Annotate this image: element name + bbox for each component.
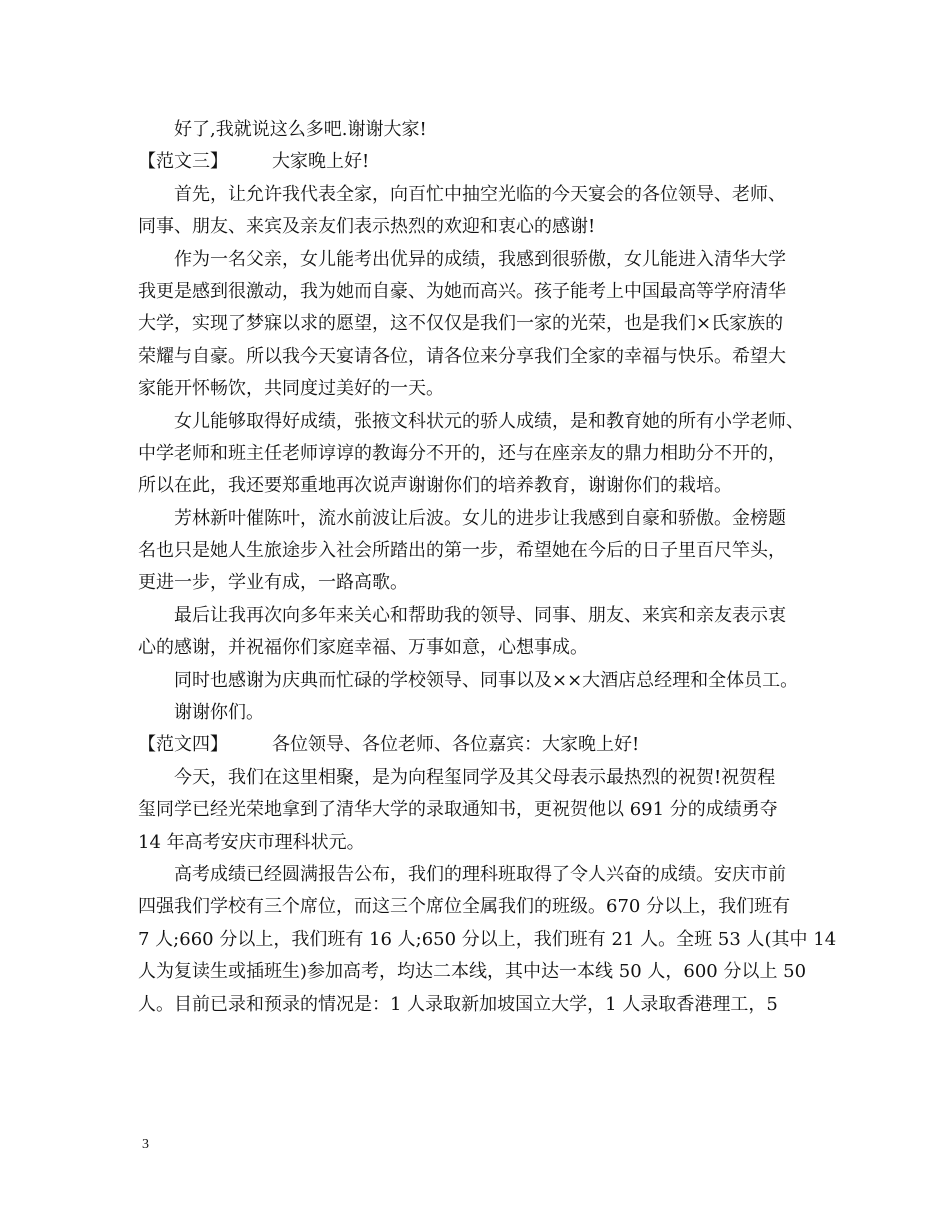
paragraph-line: 四强我们学校有三个席位，而这三个席位全属我们的班级。670 分以上，我们班有 bbox=[138, 896, 791, 918]
page-number: 3 bbox=[142, 1137, 149, 1152]
paragraph-first-line: 女儿能够取得好成绩，张掖文科状元的骄人成绩，是和教育她的所有小学老师、 bbox=[174, 410, 804, 432]
paragraph-first-line: 首先，让允许我代表全家，向百忙中抽空光临的今天宴会的各位领导、老师、 bbox=[174, 183, 786, 205]
paragraph-first-line: 最后让我再次向多年来关心和帮助我的领导、同事、朋友、来宾和亲友表示衷 bbox=[174, 604, 786, 626]
paragraph-line: 名也只是她人生旅途步入社会所踏出的第一步，希望她在今后的日子里百尺竿头， bbox=[138, 540, 786, 562]
paragraph-first-line: 谢谢你们。 bbox=[174, 702, 264, 724]
section-greeting: 大家晚上好! bbox=[272, 151, 370, 173]
paragraph-line: 7 人;660 分以上，我们班有 16 人;650 分以上，我们班有 21 人。全班 53 人(其中 14 bbox=[138, 928, 837, 950]
paragraph-line: 人。目前已录和预录的情况是：1 人录取新加坡国立大学，1 人录取香港理工，5 bbox=[138, 993, 778, 1015]
paragraph-line: 同事、朋友、来宾及亲友们表示热烈的欢迎和衷心的感谢! bbox=[138, 216, 596, 238]
paragraph-line: 我更是感到很激动，我为她而自豪、为她而高兴。孩子能考上中国最高等学府清华 bbox=[138, 280, 786, 302]
paragraph-line: 荣耀与自豪。所以我今天宴请各位，请各位来分享我们全家的幸福与快乐。希望大 bbox=[138, 345, 786, 367]
document-body bbox=[138, 114, 837, 1021]
paragraph-line: 14 年高考安庆市理科状元。 bbox=[138, 831, 365, 853]
paragraph-line: 人为复读生或插班生)参加高考，均达二本线，其中达一本线 50 人，600 分以上 50 bbox=[138, 961, 807, 983]
paragraph-line: 所以在此，我还要郑重地再次说声谢谢你们的培养教育，谢谢你们的栽培。 bbox=[138, 475, 732, 497]
paragraph-line: 更进一步，学业有成，一路高歌。 bbox=[138, 572, 408, 594]
paragraph-first-line: 好了,我就说这么多吧.谢谢大家! bbox=[174, 119, 427, 140]
section-heading bbox=[138, 729, 828, 761]
paragraph-line: 玺同学已经光荣地拿到了清华大学的录取通知书，更祝贺他以 691 分的成绩勇夺 bbox=[138, 799, 778, 821]
section-label: 【范文四】 bbox=[138, 734, 228, 756]
paragraph-first-line: 同时也感谢为庆典而忙碌的学校领导、同事以及××大酒店总经理和全体员工。 bbox=[174, 669, 799, 691]
paragraph-line: 中学老师和班主任老师谆谆的教诲分不开的，还与在座亲友的鼎力相助分不开的， bbox=[138, 442, 786, 464]
section-greeting: 各位领导、各位老师、各位嘉宾：大家晚上好! bbox=[272, 734, 640, 756]
paragraph-line: 大学，实现了梦寐以求的愿望，这不仅仅是我们一家的光荣，也是我们×氏家族的 bbox=[138, 313, 784, 335]
paragraph-line: 家能开怀畅饮，共同度过美好的一天。 bbox=[138, 378, 444, 400]
section-heading bbox=[138, 146, 828, 178]
paragraph-first-line: 作为一名父亲，女儿能考出优异的成绩，我感到很骄傲，女儿能进入清华大学 bbox=[174, 248, 786, 270]
paragraph-first-line: 高考成绩已经圆满报告公布，我们的理科班取得了令人兴奋的成绩。安庆市前 bbox=[174, 863, 786, 885]
paragraph-line: 心的感谢，并祝福你们家庭幸福、万事如意，心想事成。 bbox=[138, 637, 588, 659]
paragraph-first-line: 芳林新叶催陈叶，流水前波让后波。女儿的进步让我感到自豪和骄傲。金榜题 bbox=[174, 507, 786, 529]
section-label: 【范文三】 bbox=[138, 151, 228, 173]
paragraph-first-line: 今天，我们在这里相聚，是为向程玺同学及其父母表示最热烈的祝贺!祝贺程 bbox=[174, 766, 776, 788]
